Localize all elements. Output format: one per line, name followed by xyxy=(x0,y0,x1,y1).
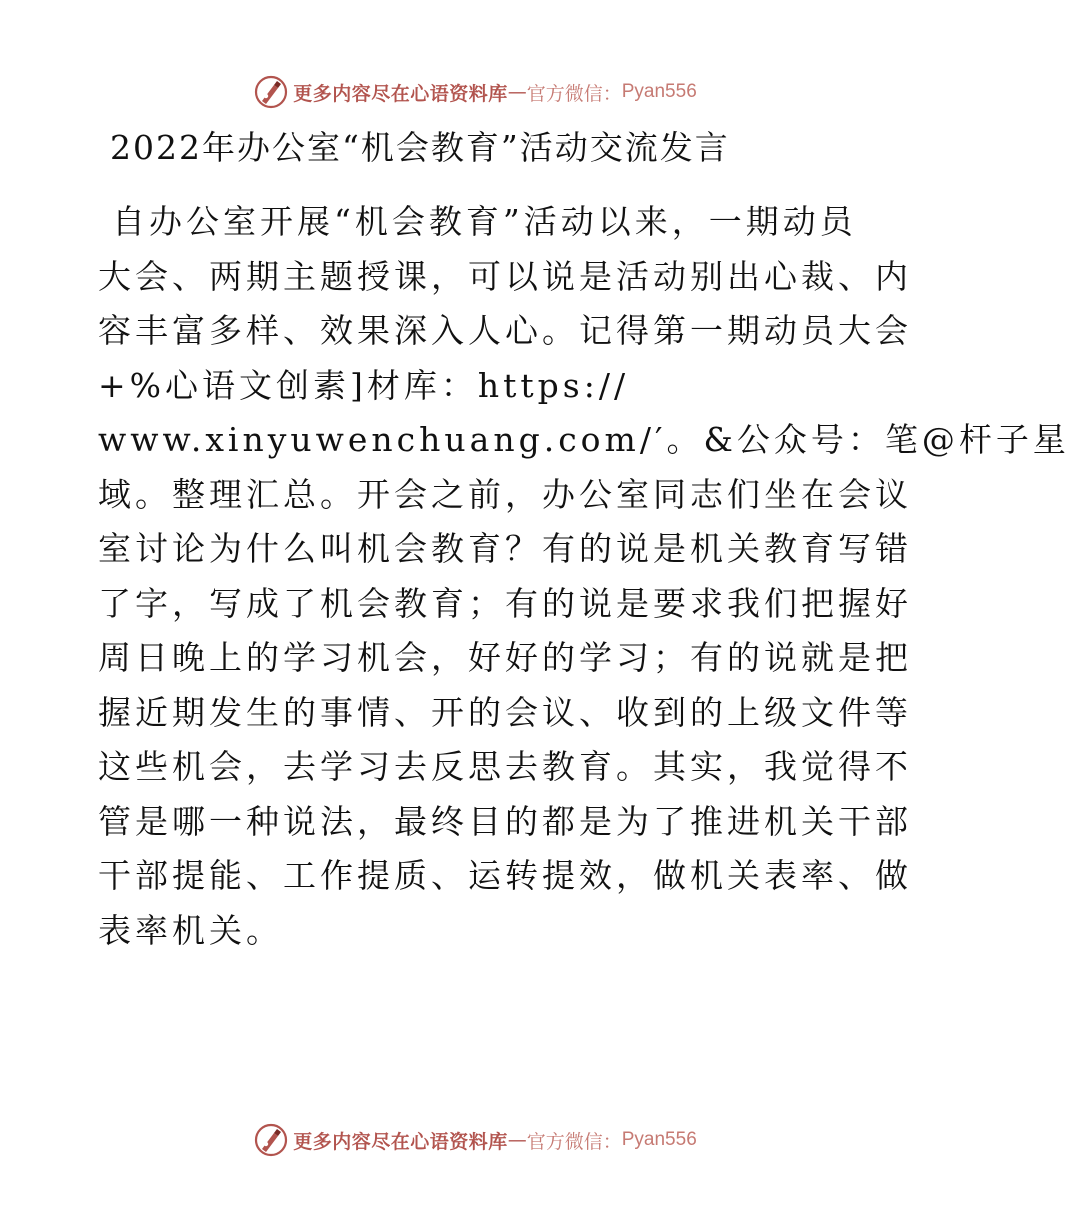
body-line: 管是哪一种说法，最终目的都是为了推进机关干部 xyxy=(98,801,912,841)
pen-logo-icon xyxy=(253,1122,289,1158)
body-line: 室讨论为什么叫机会教育？有的说是机关教育写错 xyxy=(98,529,912,568)
body-line: 表率机关。 xyxy=(98,910,283,950)
body-line: 域。整理汇总。开会之前，办公室同志们坐在会议 xyxy=(98,474,912,514)
footer-watermark xyxy=(0,1118,950,1162)
body-line: 容丰富多样、效果深入人心。记得第一期动员大会 xyxy=(98,311,912,350)
watermark-text: 更多内容尽在心语资料库 xyxy=(293,1130,508,1153)
watermark-account: Pyan556 xyxy=(621,81,697,102)
body-line: www.xinyuwenchuang.com/′。&公众号：笔@杆子星 xyxy=(98,420,1070,459)
watermark-wechat-label: 官方微信： xyxy=(526,82,622,105)
watermark-separator: — xyxy=(507,81,527,103)
body-line: 大会、两期主题授课，可以说是活动别出心裁、内 xyxy=(98,256,912,296)
watermark-text: 更多内容尽在心语资料库 xyxy=(293,82,508,105)
body-line: 这些机会，去学习去反思去教育。其实，我觉得不 xyxy=(98,747,912,786)
watermark-account: Pyan556 xyxy=(621,1129,697,1150)
pen-logo-icon xyxy=(253,74,289,110)
document-title: 2022年办公室“机会教育”活动交流发言 xyxy=(110,128,730,167)
body-line: 自办公室开展“机会教育”活动以来，一期动员 xyxy=(112,202,857,241)
watermark-wechat-label: 官方微信： xyxy=(526,1130,622,1153)
header-watermark xyxy=(0,70,950,114)
watermark-separator: — xyxy=(507,1129,527,1151)
document-body xyxy=(98,195,1070,958)
body-line: +%心语文创素]材库：https:// xyxy=(98,365,630,405)
body-line: 干部提能、工作提质、运转提效，做机关表率、做 xyxy=(98,856,912,895)
body-line: 握近期发生的事情、开的会议、收到的上级文件等 xyxy=(98,692,912,732)
body-line: 周日晚上的学习机会，好好的学习；有的说就是把 xyxy=(98,638,912,677)
body-line: 了字，写成了机会教育；有的说是要求我们把握好 xyxy=(98,583,912,623)
